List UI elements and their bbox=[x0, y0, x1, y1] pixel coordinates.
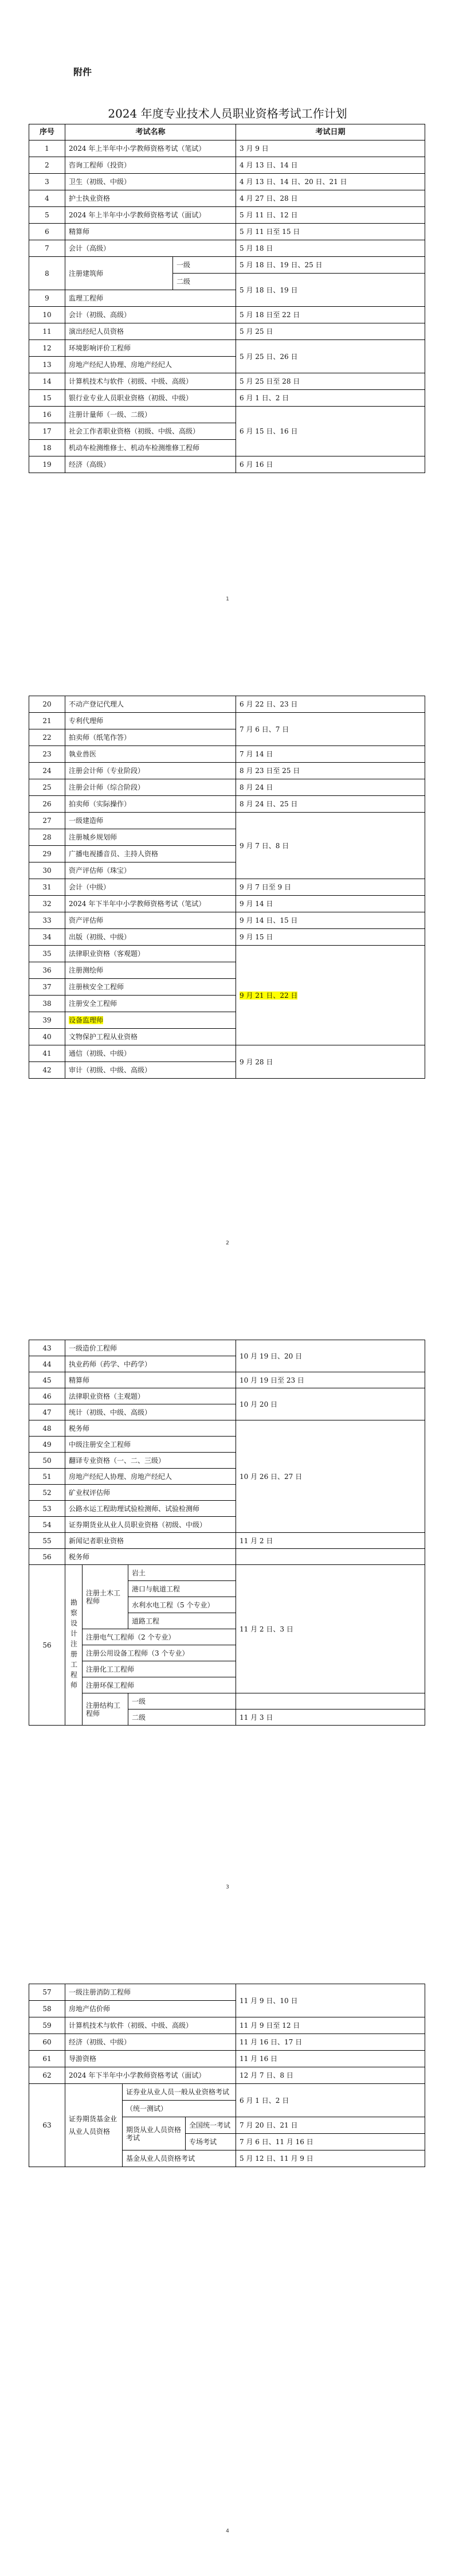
page-number: 4 bbox=[226, 2528, 229, 2534]
table-row: 25 注册会计师（综合阶段） 8 月 24 日 bbox=[29, 779, 425, 796]
table-row: 49 中级注册安全工程师 bbox=[29, 1437, 425, 1453]
page-1 bbox=[0, 0, 455, 644]
table-row: 44 执业药师（药学、中药学） bbox=[29, 1356, 425, 1372]
table-row: 注册环保工程师 bbox=[29, 1677, 425, 1693]
table-row: 50 翻译专业资格（一、二、三级） bbox=[29, 1453, 425, 1469]
table-row: 30 资产评估师（珠宝） bbox=[29, 862, 425, 879]
table-row: 47 统计（初级、中级、高级） bbox=[29, 1404, 425, 1420]
table-row: 港口与航道工程 bbox=[29, 1581, 425, 1597]
table-row: 20 不动产登记代理人 6 月 22 日、23 日 bbox=[29, 696, 425, 713]
table-row: 48 税务师 10 月 26 日、27 日 bbox=[29, 1420, 425, 1437]
table-row: 5 2024 年上半年中小学教师资格考试（面试） 5 月 11 日、12 日 bbox=[29, 207, 425, 224]
table-row: 57 一级注册消防工程师 11 月 9 日、10 日 bbox=[29, 1984, 425, 2001]
table-row: （统一测试） bbox=[29, 2101, 425, 2117]
table-row: 62 2024 年下半年中小学教师资格考试（面试） 12 月 7 日、8 日 bbox=[29, 2067, 425, 2084]
table-row: 17 社会工作者职业资格（初级、中级、高级） bbox=[29, 423, 425, 440]
table-row: 14 计算机技术与软件（初级、中级、高级） 5 月 25 日至 28 日 bbox=[29, 373, 425, 390]
exam-table-page-3 bbox=[29, 1340, 425, 1726]
table-row: 二级 5 月 18 日、19 日 bbox=[29, 274, 425, 290]
table-row: 16 注册计量师（一级、二级） 6 月 15 日、16 日 bbox=[29, 407, 425, 423]
table-row: 37 注册核安全工程师 bbox=[29, 979, 425, 996]
table-row: 32 2024 年下半年中小学教师资格考试（笔试） 9 月 14 日 bbox=[29, 896, 425, 912]
table-row: 39 设备监理师 bbox=[29, 1012, 425, 1029]
table-row: 45 精算师 10 月 19 日至 23 日 bbox=[29, 1372, 425, 1388]
table-row: 注册结构工程师 一级 bbox=[29, 1693, 425, 1709]
table-row: 59 计算机技术与软件（初级、中级、高级） 11 月 9 日至 12 日 bbox=[29, 2017, 425, 2034]
table-row: 18 机动车检测维修士、机动车检测维修工程师 bbox=[29, 440, 425, 456]
table-row: 33 资产评估师 9 月 14 日、15 日 bbox=[29, 912, 425, 929]
group-label: 勘察设计注册工程师 bbox=[65, 1565, 83, 1726]
table-row: 19 经济（高级） 6 月 16 日 bbox=[29, 456, 425, 473]
table-row: 38 注册安全工程师 bbox=[29, 996, 425, 1012]
table-row: 53 公路水运工程助理试验检测师、试验检测师 bbox=[29, 1501, 425, 1517]
highlighted-date: 9 月 21 日、22 日 bbox=[240, 991, 298, 1000]
header-name: 考试名称 bbox=[65, 124, 236, 140]
page-4 bbox=[0, 1932, 455, 2576]
page-2 bbox=[0, 644, 455, 1288]
exam-table-page-4 bbox=[29, 1984, 425, 2167]
table-row: 基金从业人员资格考试 5 月 12 日、11 月 9 日 bbox=[29, 2150, 425, 2167]
table-row: 注册化工工程师 bbox=[29, 1661, 425, 1677]
table-row: 34 出版（初级、中级） 9 月 15 日 bbox=[29, 929, 425, 946]
table-row: 54 证券期货业从业人员职业资格（初级、中级） bbox=[29, 1517, 425, 1533]
table-row: 36 注册测绘师 bbox=[29, 962, 425, 979]
document-title: 2024 年度专业技术人员职业资格考试工作计划 bbox=[108, 107, 347, 120]
table-row: 35 法律职业资格（客观题） 9 月 21 日、22 日 bbox=[29, 946, 425, 962]
table-row: 42 审计（初级、中级、高级） bbox=[29, 1062, 425, 1079]
page-number: 1 bbox=[226, 596, 229, 602]
table-row: 56 税务师 bbox=[29, 1549, 425, 1565]
table-row: 9 监理工程师 bbox=[29, 290, 425, 307]
header-no: 序号 bbox=[29, 124, 65, 140]
table-row: 28 注册城乡规划师 bbox=[29, 829, 425, 846]
table-row: 60 经济（初级、中级） 11 月 16 日、17 日 bbox=[29, 2034, 425, 2051]
table-row: 55 新闻记者职业资格 11 月 2 日 bbox=[29, 1533, 425, 1549]
table-row: 40 文物保护工程从业资格 bbox=[29, 1029, 425, 1045]
table-row: 专场考试 7 月 6 日、11 月 16 日 bbox=[29, 2134, 425, 2150]
table-row: 51 房地产经纪人协理、房地产经纪人 bbox=[29, 1469, 425, 1485]
table-row: 58 房地产估价师 bbox=[29, 2001, 425, 2017]
table-row: 12 环境影响评价工程师 5 月 25 日、26 日 bbox=[29, 340, 425, 357]
table-row: 水利水电工程（5 个专业） bbox=[29, 1597, 425, 1613]
page-number: 3 bbox=[226, 1884, 229, 1890]
table-row: 道路工程 bbox=[29, 1613, 425, 1629]
table-row: 10 会计（初级、高级） 5 月 18 日至 22 日 bbox=[29, 307, 425, 323]
table-row: 26 拍卖师（实际操作） 8 月 24 日、25 日 bbox=[29, 796, 425, 813]
table-row: 31 会计（中级） 9 月 7 日至 9 日 bbox=[29, 879, 425, 896]
page-3 bbox=[0, 1288, 455, 1932]
table-row: 21 专利代理师 7 月 6 日、7 日 bbox=[29, 713, 425, 729]
table-row: 7 会计（高级） 5 月 18 日 bbox=[29, 240, 425, 257]
table-row: 期货从业人员资格考试 全国统一考试 7 月 20 日、21 日 bbox=[29, 2117, 425, 2134]
table-row: 23 執业兽医 7 月 14 日 bbox=[29, 746, 425, 763]
attachment-label: 附件 bbox=[73, 67, 92, 77]
table-row: 二级 11 月 3 日 bbox=[29, 1709, 425, 1726]
highlighted-name: 设备监理师 bbox=[69, 1016, 104, 1024]
table-row: 15 银行业专业人员职业资格（初级、中级） 6 月 1 日、2 日 bbox=[29, 390, 425, 407]
table-row: 22 拍卖师（纸笔作答） bbox=[29, 729, 425, 746]
table-row: 4 护士执业资格 4 月 27 日、28 日 bbox=[29, 190, 425, 207]
table-row: 52 矿业权评估师 bbox=[29, 1485, 425, 1501]
table-row: 2 咨询工程师（投资） 4 月 13 日、14 日 bbox=[29, 157, 425, 174]
table-row: 注册公用设备工程师（3 个专业） bbox=[29, 1645, 425, 1661]
exam-table-page-2 bbox=[29, 696, 425, 1079]
page-number: 2 bbox=[226, 1240, 229, 1246]
table-row: 11 演出经纪人员资格 5 月 25 日 bbox=[29, 323, 425, 340]
table-row: 56 勘察设计注册工程师 注册土木工程师 岩土 11 月 2 日、3 日 bbox=[29, 1565, 425, 1581]
table-row: 13 房地产经纪人协理、房地产经纪人 bbox=[29, 357, 425, 373]
exam-table-page-1 bbox=[29, 124, 425, 473]
table-row: 6 精算师 5 月 11 日至 15 日 bbox=[29, 224, 425, 240]
table-row: 8 注册建筑师 一级 5 月 18 日、19 日、25 日 bbox=[29, 257, 425, 274]
table-row: 27 一级建造师 9 月 7 日、8 日 bbox=[29, 813, 425, 829]
table-row: 41 通信（初级、中级） 9 月 28 日 bbox=[29, 1045, 425, 1062]
table-row: 24 注册会计师（专业阶段） 8 月 23 日至 25 日 bbox=[29, 763, 425, 779]
table-row: 29 广播电视播音员、主持人资格 bbox=[29, 846, 425, 862]
table-row: 注册电气工程师（2 个专业） bbox=[29, 1629, 425, 1645]
table-row: 63 证券期货基金业从业人员资格 证券业从业人员一般从业资格考试 6 月 1 日、2 日 bbox=[29, 2084, 425, 2101]
table-row: 46 法律职业资格（主观题） 10 月 20 日 bbox=[29, 1388, 425, 1404]
table-row: 61 导游资格 11 月 16 日 bbox=[29, 2051, 425, 2067]
table-row: 1 2024 年上半年中小学教师资格考试（笔试） 3 月 9 日 bbox=[29, 140, 425, 157]
header-date: 考试日期 bbox=[236, 124, 425, 140]
table-row: 3 卫生（初级、中级） 4 月 13 日、14 日、20 日、21 日 bbox=[29, 174, 425, 190]
table-row: 43 一级造价工程师 10 月 19 日、20 日 bbox=[29, 1340, 425, 1356]
